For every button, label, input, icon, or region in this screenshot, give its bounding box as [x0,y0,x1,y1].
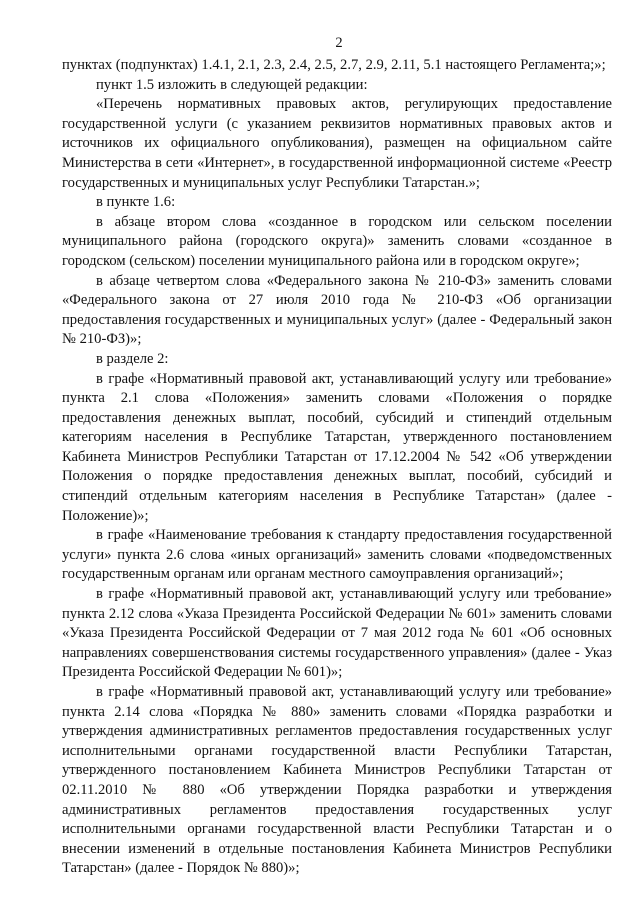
document-body [62,56,612,879]
paragraph: пунктах (подпунктах) 1.4.1, 2.1, 2.3, 2.4, 2.5, 2.7, 2.9, 2.11, 5.1 настоящего Регламента;»; [62,57,606,73]
paragraph: в графе «Нормативный правовой акт, устанавливающий услугу или требование» пункта 2.12 слова «Указа Президента Российской Федерации № 601» заменить словами «Указа Президента Российской Федерации от 7 мая 2012 года № 601 «Об основных направлениях совершенствования системы государственного управления» (далее - Указ Президента Российской Федерации № 601)»; [62,586,612,681]
paragraph: в разделе 2: [96,350,169,367]
page-number: 2 [335,35,343,51]
paragraph: в пункте 1.6: [96,194,176,211]
paragraph: в графе «Нормативный правовой акт, устанавливающий услугу или требование» пункта 2.1 слова «Положения» заменить словами «Положения о порядке предоставления денежных выплат, пособий, субсидий и стипендий отдельным категориям населения в Республике Татарстан, утвержденного постановлением Кабинета Министров Республики Татарстан от 17.12.2004 № 542 «Об утверждении Положения о порядке предоставления денежных выплат, пособий, субсидий и стипендий отдельным категориям населения в Республике Татарстан» (далее - Положение)»; [62,370,612,524]
paragraph: в графе «Наименование требования к стандарту предоставления государственной услуги» пункта 2.6 слова «иных организаций» заменить словами «подведомственных государственным органам или органам местного самоуправления организаций»; [62,527,612,583]
paragraph: «Перечень нормативных правовых актов, регулирующих предоставление государственной услуги (с указанием реквизитов нормативных правовых актов и источников их официального опубликования), размещен на официальном сайте Министерства в сети «Интернет», в государственной информационной системе «Реестр государственных и муниципальных услуг Республики Татарстан.»; [62,96,612,191]
paragraph: в абзаце втором слова «созданное в городском или сельском поселении муниципального района (городского округа)» заменить словами «созданное в городском (сельском) поселении муниципального района или в городском округе»; [62,213,612,269]
paragraph: в абзаце четвертом слова «Федерального закона № 210-ФЗ» заменить словами «Федерального закона от 27 июля 2010 года № 210-ФЗ «Об организации предоставления государственных и муниципальных услуг» (далее - Федеральный закон № 210-ФЗ)»; [62,272,612,348]
paragraph: в графе «Нормативный правовой акт, устанавливающий услугу или требование» пункта 2.14 слова «Порядка № 880» заменить словами «Порядка разработки и утверждения административных регламентов предоставления государственных услуг исполнительными органами государственной власти Республики Татарстан, утвержденного постановлением Кабинета Министров Республики Татарстан от 02.11.2010 № 880 «Об утверждении Порядка разработки и утверждения административных регламентов предоставления государственных услуг исполнительными органами государственной власти Республики Татарстан и о внесении изменений в отдельные постановления Кабинета Министров Республики Татарстан» (далее - Порядок № 880)»; [62,684,612,877]
paragraph: пункт 1.5 изложить в следующей редакции: [96,76,368,93]
